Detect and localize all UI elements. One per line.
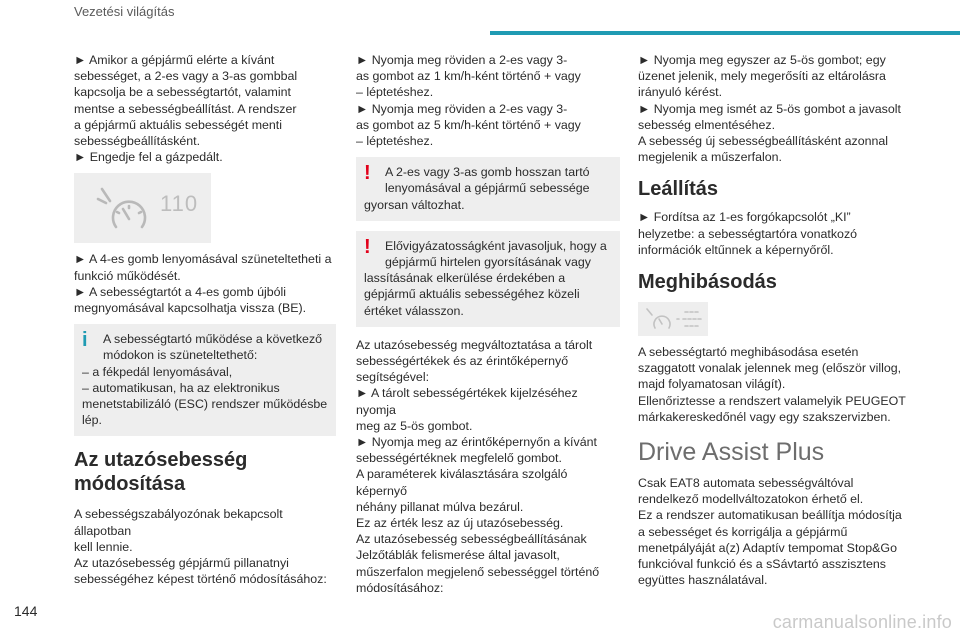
speedometer-cruise-icon [88, 179, 158, 239]
cruise-speed-value: 110 [160, 191, 199, 217]
info-box-list: – a fékpedál lenyomásával, – automatikusan, ha az elektronikus menetstabilizáló (ESC) rendszer működésbe lép. [82, 364, 328, 428]
fault-icon-box [638, 302, 708, 336]
col2-paragraph-1: ► Nyomja meg röviden a 2-es vagy 3- as gombot az 1 km/h-ként történő + vagy – léptetéshez. ► Nyomja meg röviden a 2-es vagy 3- as gombot az 5 km/h-ként történő + vagy – léptetéshez. [356, 53, 581, 149]
warning-box-2 [356, 231, 620, 327]
info-box [74, 324, 336, 436]
warning-box-2-intro: Elővigyázatosságként javasoljuk, hogy a gépjármű hirtelen gyorsításának vagy [385, 238, 607, 270]
col3-paragraph-4: Csak EAT8 automata sebességváltóval rendelkező modellváltozatokon érhető el. Ez a rendszer automatikusan beállítja módosítja a sebességet és korrigálja a gépjármű menetpályáját a(z) Adaptív tempomat Stop&Go funkcióval funkció és a sSávtartó asszisztens együttes használatával. [638, 476, 902, 588]
info-box-intro: A sebességtartó működése a következő módokon is szüneteltethető: [103, 332, 323, 363]
section-heading-meghibasodas: Meghibásodás [638, 271, 777, 294]
column-2 [356, 52, 620, 596]
header-accent-bar [490, 31, 960, 35]
section-heading-drive-assist: Drive Assist Plus [638, 438, 825, 467]
warning-icon: ! [364, 162, 371, 185]
section-heading-leallitas: Leállítás [638, 178, 719, 201]
column-1 [74, 52, 336, 587]
col1-paragraph-1: ► Amikor a gépjármű elérte a kívánt sebességet, a 2-es vagy a 3-as gombbal kapcsolja be a sebességtartót, valamint mentse a sebességbeállítást. A rendszer a gépjármű aktuális sebességét menti sebességbeállításként. ► Engedje fel a gázpedált. [74, 53, 298, 165]
watermark: carmanualsonline.info [772, 612, 952, 632]
col3-paragraph-2: ► Fordítsa az 1-es forgókapcsolót „KI” helyzetbe: a sebességtartóra vonatkozó információk eltűnnek a képernyőről. [638, 210, 858, 257]
col1-paragraph-2: ► A 4-es gomb lenyomásával szüneteltetheti a funkció működését. ► A sebességtartót a 4-es gomb újbóli megnyomásával kapcsolhatja vissza (BE). [74, 252, 332, 316]
col3-paragraph-1: ► Nyomja meg egyszer az 5-ös gombot; egy üzenet jelenik, mely megerősíti az eltárolásra irányuló kérést. ► Nyomja meg ismét az 5-ös gombot a javasolt sebesség elmentéséhez. A sebesség új sebességbeállításként azonnal megjelenik a műszerfalon. [638, 53, 901, 165]
cruise-fault-icon [641, 304, 707, 334]
warning-box-1-rest: gyorsan változhat. [364, 197, 465, 212]
header-title: Vezetési világítás [74, 4, 175, 19]
col1-paragraph-3: A sebességszabályozónak bekapcsolt állapotban kell lennie. Az utazósebesség gépjármű pillanatnyi sebességéhez képest történő módosításához: [74, 507, 327, 587]
page-number: 144 [14, 603, 38, 619]
warning-box-2-rest: lassításának elkerülése érdekében a gépjármű aktuális sebességéhez közeli értéket válasszon. [364, 271, 580, 318]
column-3 [638, 52, 906, 588]
info-icon: i [82, 329, 88, 352]
warning-box-1-intro: A 2-es vagy 3-as gomb hosszan tartó lenyomásával a gépjármű sebessége [385, 165, 590, 196]
section-heading-speed-change: Az utazósebesség módosítása [74, 449, 248, 496]
warning-box-1 [356, 157, 620, 221]
col3-paragraph-3: A sebességtartó meghibásodása esetén szaggatott vonalak jelennek meg (először villog, majd folyamatosan világít). Ellenőriztesse a rendszert valamelyik PEUGEOT márkakereskedőnél vagy egy szakszervizben. [638, 345, 906, 424]
cruise-control-icon-box [74, 173, 211, 243]
warning-icon: ! [364, 235, 371, 258]
col2-paragraph-2: Az utazósebesség megváltoztatása a tárolt sebességértékek és az érintőképernyő segítségével: ► A tárolt sebességértékek kijelzéséhez nyomja meg az 5-ös gombot. ► Nyomja meg az érintőképernyőn a kívánt sebességértéknek megfelelő gombot. A paraméterek kiválasztására szolgáló képernyő néhány pillanat múlva bezárul. Ez az érték lesz az új utazósebesség. Az utazósebesség sebességbeállításának Jelzőtáblák felismerése által javasolt, műszerfalon megjelenő sebességgel történő módosításához: [356, 337, 600, 595]
